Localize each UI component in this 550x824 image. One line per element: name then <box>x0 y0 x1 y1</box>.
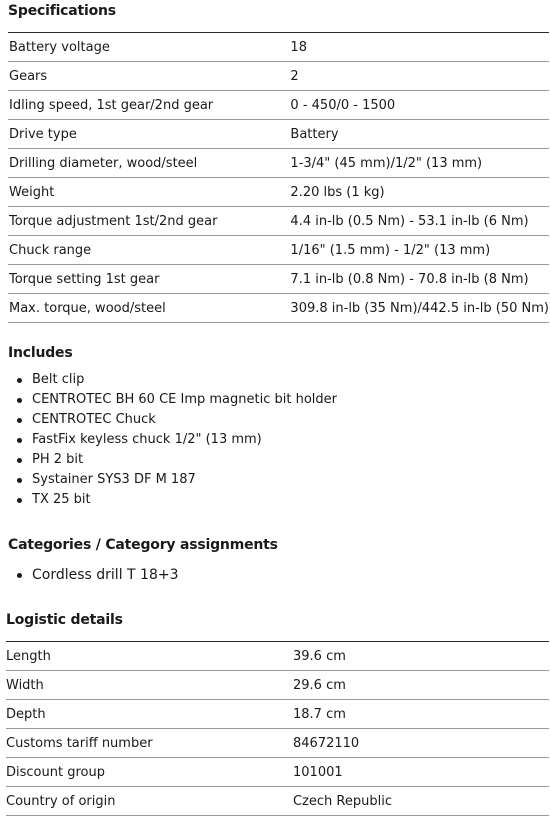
logistic-label: Discount group <box>6 758 293 787</box>
list-item: CENTROTEC BH 60 CE Imp magnetic bit holder <box>8 390 337 410</box>
spec-value: 309.8 in-lb (35 Nm)/442.5 in-lb (50 Nm) <box>290 294 549 323</box>
spec-label: Drilling diameter, wood/steel <box>8 149 290 178</box>
spec-label: Gears <box>8 62 290 91</box>
spec-label: Torque adjustment 1st/2nd gear <box>8 207 290 236</box>
table-row <box>8 294 549 323</box>
spec-value: 18 <box>290 33 549 62</box>
logistic-label: Customs tariff number <box>6 729 293 758</box>
spec-value: 2.20 lbs (1 kg) <box>290 178 549 207</box>
list-item: TX 25 bit <box>8 490 337 510</box>
includes-list <box>8 370 337 510</box>
table-row <box>6 787 549 816</box>
category-link[interactable]: Cordless drill T 18+3 <box>8 564 179 586</box>
spec-value: Battery <box>290 120 549 149</box>
logistic-label: Depth <box>6 700 293 729</box>
spec-label: Weight <box>8 178 290 207</box>
logistic-value: Czech Republic <box>293 787 549 816</box>
includes-heading: Includes <box>8 345 73 361</box>
logistic-label: Width <box>6 671 293 700</box>
table-row <box>6 758 549 787</box>
spec-label: Max. torque, wood/steel <box>8 294 290 323</box>
categories-heading: Categories / Category assignments <box>8 537 278 553</box>
spec-value: 4.4 in-lb (0.5 Nm) - 53.1 in-lb (6 Nm) <box>290 207 549 236</box>
spec-value: 0 - 450/0 - 1500 <box>290 91 549 120</box>
list-item: Systainer SYS3 DF M 187 <box>8 470 337 490</box>
list-item: PH 2 bit <box>8 450 337 470</box>
table-row <box>8 91 549 120</box>
logistic-value: 29.6 cm <box>293 671 549 700</box>
table-row <box>8 207 549 236</box>
spec-value: 7.1 in-lb (0.8 Nm) - 70.8 in-lb (8 Nm) <box>290 265 549 294</box>
table-row <box>8 33 549 62</box>
table-row <box>6 671 549 700</box>
spec-label: Drive type <box>8 120 290 149</box>
table-row <box>6 729 549 758</box>
specifications-table <box>8 32 549 323</box>
spec-value: 1/16" (1.5 mm) - 1/2" (13 mm) <box>290 236 549 265</box>
logistic-value: 101001 <box>293 758 549 787</box>
logistic-details-heading: Logistic details <box>6 612 123 628</box>
spec-value: 2 <box>290 62 549 91</box>
list-item: CENTROTEC Chuck <box>8 410 337 430</box>
logistic-value: 84672110 <box>293 729 549 758</box>
table-row <box>8 120 549 149</box>
categories-list <box>8 564 179 586</box>
spec-label: Idling speed, 1st gear/2nd gear <box>8 91 290 120</box>
logistic-details-table <box>6 641 549 816</box>
table-row <box>8 62 549 91</box>
table-row <box>6 700 549 729</box>
spec-label: Torque setting 1st gear <box>8 265 290 294</box>
table-row <box>8 178 549 207</box>
logistic-value: 39.6 cm <box>293 642 549 671</box>
table-row <box>8 149 549 178</box>
table-row <box>8 265 549 294</box>
table-row <box>6 642 549 671</box>
logistic-label: Country of origin <box>6 787 293 816</box>
logistic-label: Length <box>6 642 293 671</box>
list-item: FastFix keyless chuck 1/2" (13 mm) <box>8 430 337 450</box>
list-item: Belt clip <box>8 370 337 390</box>
spec-label: Chuck range <box>8 236 290 265</box>
table-row <box>8 236 549 265</box>
spec-value: 1-3/4" (45 mm)/1/2" (13 mm) <box>290 149 549 178</box>
logistic-value: 18.7 cm <box>293 700 549 729</box>
spec-label: Battery voltage <box>8 33 290 62</box>
specifications-heading: Specifications <box>8 3 116 19</box>
